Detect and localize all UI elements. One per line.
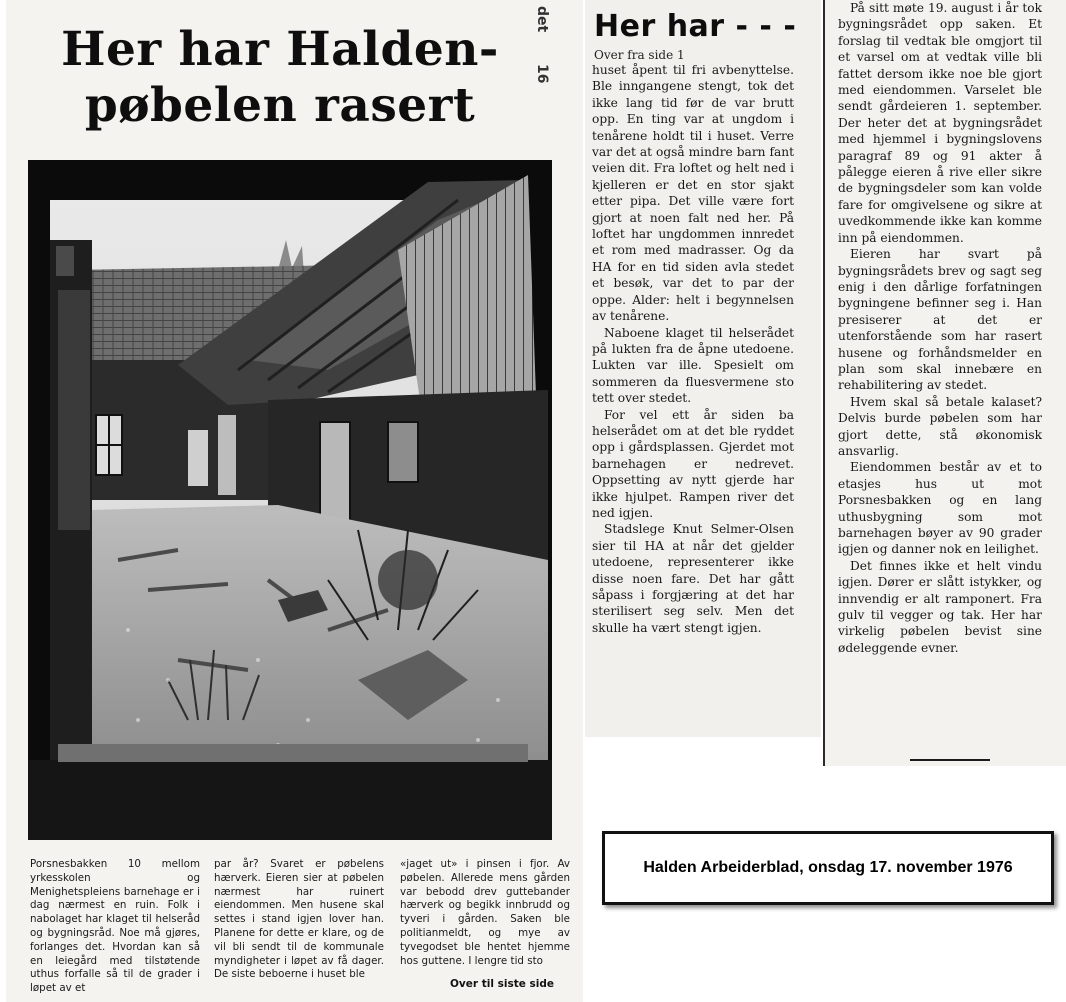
- paragraph: Hvem skal så betale kalaset? Delvis burde pøbelen som har gjort dette, stå økonomisk ansvarlig.: [838, 394, 1042, 458]
- page-mark-fragment: det: [534, 6, 550, 33]
- caption-column-3: [400, 858, 570, 968]
- caption-column-1: [30, 858, 200, 996]
- continuation-title: Her har - - -: [594, 9, 797, 44]
- paragraph: På sitt møte 19. august i år tok bygningsrådet opp saken. Et forslag til vedtak ble omgjort til et varsel om at vedtak ville bli fattet dersom ikke noe ble gjort med eiendommen. Varselet ble sendt gårdeieren 1. september. Der heter det at bygningsrådet med hjemmel i bygningslovens paragraf 89 og 91 akter å pålegge eieren å rive eller sikre de bygningsdeler som kan volde fare for omgivelsene og sikre at uvedkommende ikke kan komme inn på eiendommen.: [838, 1, 1042, 245]
- page-number: 16: [534, 64, 550, 84]
- source-label: Halden Arbeiderblad, onsdag 17. november 1976: [643, 859, 1013, 876]
- newspaper-photo: [28, 160, 552, 840]
- article-end-mark: [910, 759, 990, 761]
- caption-text: Porsnesbakken 10 mellom yrkesskolen og Menighetspleiens barnehage er i dag nærmest en ruin. Folk i nabolaget har klaget til helseråd og bygningsråd. Noe må gjøres, forlanges det. Hvordan kan så en leiegård med tilstøtende uthus forfalle så til de grader i løpet av et: [30, 858, 200, 995]
- paragraph: Eiendommen består av et to etasjes hus ut mot Porsnesbakken og en lang uthusbygning som mot barnehagen bøyer av 90 grader igjen og danner nok en leilighet.: [838, 460, 1042, 557]
- column-divider: [823, 0, 825, 766]
- paragraph: Eieren har svart på bygningsrådets brev og sagt seg enig i den dårlige forfatningen bygningene befinner seg i. Han presiserer at det er utenforstående som har rasert husene og forhåndsmelder en plan som skal innebære en rehabilitering av stedet.: [838, 247, 1042, 393]
- paragraph: huset åpent til fri avbenyttelse. Ble inngangene stengt, tok det ikke lang tid før de var brutt opp. En ting var at ungdom i tenårene holdt til i huset. Verre var det at også mindre barn fant veien dit. Fra loftet og helt ned i kjelleren er det en stor sjakt etter pipa. Det ville være fort gjort at noen falt ned her. På loftet har ungdommen innredet et rom med madrasser. Og da HA for en tid siden avla stedet et besøk, var det to par der oppe. Alder: helt i begynnelsen av tenårene.: [592, 63, 794, 324]
- caption-text: par år? Svaret er pøbelens hærverk. Eieren sier at pøbelen nærmest har ruinert eiendommen. Men husene skal settes i stand igjen lover han. Planene for dette er klare, og de vil bli sendt til de kommunale myndigheter i løpet av få dager. De siste beboerne i huset ble: [214, 858, 384, 981]
- continuation-right-column: [838, 0, 1042, 656]
- caption-column-2: [214, 858, 384, 982]
- continuation-subtitle: Over fra side 1: [594, 48, 685, 62]
- paragraph: Det finnes ikke et helt vindu igjen. Dører er slått istykker, og innvendig er alt ramponert. Fra gulv til vegger og tak. Her har virkelig pøbelen bevist sine ødeleggende evner.: [838, 558, 1042, 655]
- headline-line-2: pøbelen rasert: [84, 78, 476, 133]
- photo-caption: [30, 858, 570, 998]
- paragraph: For vel ett år siden ba helserådet om at det ble ryddet opp i gårdsplassen. Gjerdet mot barnehagen er nedrevet. Oppsetting av nytt gjerde har ikke hjulpet. Rampen river det ned igjen.: [592, 407, 794, 520]
- continued-label: Over til siste side: [450, 978, 554, 990]
- headline-line-1: Her har Halden-: [61, 22, 499, 77]
- paragraph: Naboene klaget til helserådet på lukten fra de åpne utedoene. Lukten var ille. Spesielt om sommeren da fluesvermene sto tett over stedet.: [592, 325, 794, 406]
- paragraph: Stadslege Knut Selmer-Olsen sier til HA at når det gjelder utedoene, representerer ikke disse noen fare. Det har gått såpass i forgjæring at det har sterilisert seg selv. Men det skulle ha vært stengt igjen.: [592, 522, 794, 635]
- headline: [20, 22, 540, 134]
- source-label-box: [602, 831, 1054, 905]
- caption-text: «jaget ut» i pinsen i fjor. Av pøbelen. Allerede mens gården var bebodd drev guttebander hærverk og begikk innbrudd og tyveri i gården. Saken ble politianmeldt, og mye av tyvegodset ble hentet hjemme hos guttene. I lengre tid sto: [400, 858, 570, 967]
- photo-ruined-buildings: [28, 160, 552, 840]
- continuation-middle-column: [592, 62, 794, 636]
